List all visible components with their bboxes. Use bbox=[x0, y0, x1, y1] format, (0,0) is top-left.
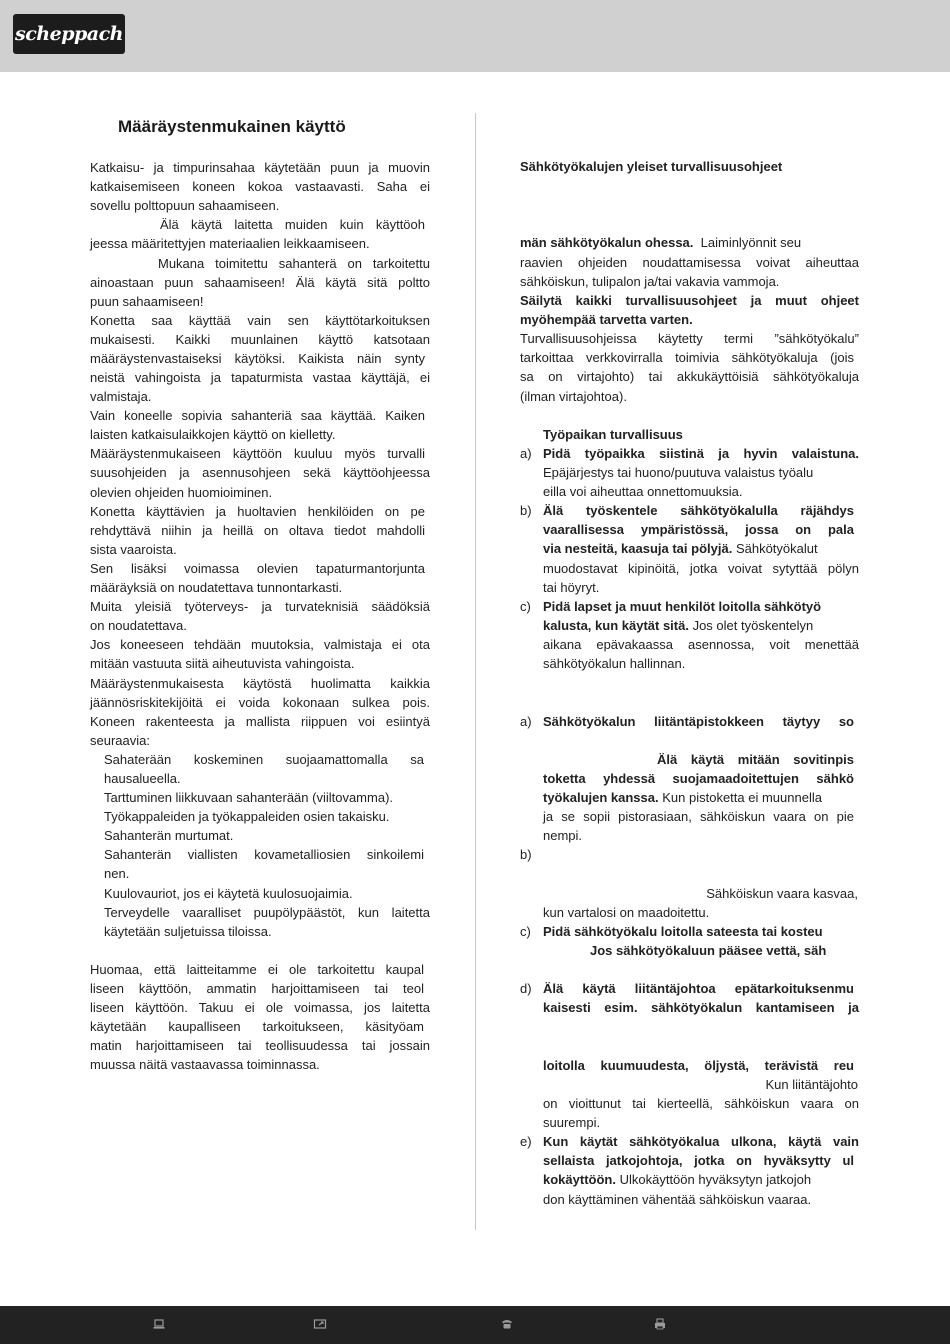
paragraph-line: Sen lisäksi voimassa olevien tapaturmantorjunta bbox=[90, 561, 425, 576]
bold-text: kalusta, kun käytät sitä. bbox=[543, 618, 689, 633]
list-marker: c) bbox=[520, 599, 531, 614]
subsection-title: Työpaikan turvallisuus bbox=[543, 427, 683, 442]
paragraph-line: neistä vahingoista ja tapaturmista vastaa käyttäjä, ei bbox=[90, 370, 430, 385]
paragraph-line: (ilman virtajohtoa). bbox=[520, 389, 627, 404]
paragraph-line: määräystenvastaiseksi käytöksi. Kaikista näin synty bbox=[90, 351, 425, 366]
paragraph-line: määräyksiä on noudatettava tunnontarkasti. bbox=[90, 580, 343, 595]
bullet-line: Sahanterän viallisten kovametalliosien sinkoilemi bbox=[104, 847, 424, 862]
bold-line: loitolla kuumuudesta, öljystä, terävistä reu bbox=[543, 1058, 854, 1073]
note-line: liseen käyttöön. Takuu ei ole voimassa, jos laitetta bbox=[90, 1000, 430, 1015]
paragraph-line: sovellu polttopuun sahaamiseen. bbox=[90, 198, 280, 213]
paragraph-line: Konetta käyttävien ja huoltavien henkilöiden on pe bbox=[90, 504, 425, 519]
paragraph-line bbox=[520, 233, 854, 252]
paragraph-line bbox=[543, 539, 859, 558]
paragraph-line: sa on virtajohto) tai akkukäyttöisiä sähkötyökaluja bbox=[520, 369, 859, 384]
bold-line: Älä työskentele sähkötyökalulla räjähdys bbox=[543, 503, 854, 518]
paragraph-line: sista vaaroista. bbox=[90, 542, 177, 557]
paragraph-line: ainoastaan puun sahaamiseen! Älä käytä sitä poltto bbox=[90, 275, 430, 290]
note-line: matin harjoittamiseen tai teollisuudessa tai jossain bbox=[90, 1038, 430, 1053]
bullet-line: käytetään suljetuissa tiloissa. bbox=[104, 924, 272, 939]
bold-text: via nesteitä, kaasuja tai pölyjä. bbox=[543, 541, 733, 556]
paragraph-line: nempi. bbox=[543, 828, 583, 843]
laptop-icon bbox=[152, 1317, 168, 1333]
paragraph-text: Sähkötyökalut bbox=[735, 541, 818, 556]
column-divider bbox=[475, 113, 476, 1230]
bold-text: kokäyttöön. bbox=[543, 1172, 616, 1187]
list-marker: d) bbox=[520, 981, 532, 996]
bold-line: Pidä työpaikka siistinä ja hyvin valaistuna. bbox=[543, 446, 859, 461]
bold-line: Pidä sähkötyökalu loitolla sateesta tai kosteu bbox=[543, 924, 823, 939]
paragraph-line: don käyttäminen vähentää sähköiskun vaaraa. bbox=[543, 1192, 812, 1207]
bullet-line: hausalueella. bbox=[104, 771, 181, 786]
paragraph-line: mukaisesti. Kaikki muunlainen käyttö katsotaan bbox=[90, 332, 430, 347]
brand-logo: scheppach bbox=[13, 14, 125, 54]
paragraph-line: tarkoittaa verkkovirralla toimivia sähkötyökaluja (jois bbox=[520, 350, 854, 365]
paragraph-line: ja se sopii pistorasiaan, sähköiskun vaara on pie bbox=[543, 809, 854, 824]
paragraph-line: Mukana toimitettu sahanterä on tarkoitettu bbox=[158, 256, 430, 271]
bold-line: toketta yhdessä suojamaadoitettujen sähkö bbox=[543, 771, 854, 786]
paragraph-line: muodostavat kipinöitä, jotka voivat sytyttää pölyn bbox=[543, 561, 859, 576]
bold-line: vaarallisessa ympäristössä, jossa on pala bbox=[543, 522, 854, 537]
bold-line: myöhempää tarvetta varten. bbox=[520, 312, 693, 327]
note-line: Huomaa, että laitteitamme ei ole tarkoitettu kaupal bbox=[90, 962, 424, 977]
paragraph-line: on vioittunut tai kierteellä, sähköiskun vaara on bbox=[543, 1096, 859, 1111]
paragraph-line: Sähköiskun vaara kasvaa, bbox=[706, 886, 858, 901]
paragraph-line: Konetta saa käyttää vain sen käyttötarkoituksen bbox=[90, 313, 430, 328]
email-icon bbox=[313, 1317, 329, 1333]
paragraph-line: Muita yleisiä työterveys- ja turvateknisiä säädöksiä bbox=[90, 599, 430, 614]
bullet-line: Tarttuminen liikkuvaan sahanterään (viiltovamma). bbox=[104, 790, 394, 805]
paragraph-line: tai höyryt. bbox=[543, 580, 600, 595]
paragraph-line: Määräystenmukaisesta käytöstä huolimatta kaikkia bbox=[90, 676, 430, 691]
paragraph-line: suusohjeiden ja asennusohjeen sekä käyttöohjeessa bbox=[90, 465, 430, 480]
paragraph-line bbox=[543, 616, 813, 635]
paragraph-line bbox=[543, 788, 822, 807]
paragraph-text: Kun pistoketta ei muunnella bbox=[662, 790, 822, 805]
note-line: liseen käyttöön, ammatin harjoittamiseen tai teol bbox=[90, 981, 424, 996]
paragraph-line: eilla voi aiheuttaa onnettomuuksia. bbox=[543, 484, 743, 499]
paragraph-line: seuraavia: bbox=[90, 733, 150, 748]
bold-line: Kun käytät sähkötyökalua ulkona, käytä vain bbox=[543, 1134, 859, 1149]
bold-line: sellaista jatkojohtoja, jotka on hyväksytty ul bbox=[543, 1153, 854, 1168]
paragraph-line bbox=[543, 1170, 854, 1189]
list-marker: c) bbox=[520, 924, 531, 939]
paragraph-line: Vain koneelle sopivia sahanteriä saa käyttää. Kaiken bbox=[90, 408, 425, 423]
paragraph-line: jäännösriskitekijöitä ei voida kokonaan sulkea pois. bbox=[90, 695, 430, 710]
paragraph-line: Koneen rakenteesta ja mallista riippuen voi esiintyä bbox=[90, 714, 430, 729]
bold-text: män sähkötyökalun ohessa. bbox=[520, 235, 694, 250]
paragraph-line: valmistaja. bbox=[90, 389, 152, 404]
fax-icon bbox=[653, 1317, 669, 1333]
paragraph-line: on noudatettava. bbox=[90, 618, 187, 633]
paragraph-line: laisten katkaisulaikkojen käyttö on kielletty. bbox=[90, 427, 336, 442]
paragraph-line: jeessa määritettyjen materiaalien leikkaamiseen. bbox=[90, 236, 370, 251]
bullet-line: Sahanterän murtumat. bbox=[104, 828, 234, 843]
bold-line: Älä käytä mitään sovitinpis bbox=[657, 752, 854, 767]
paragraph-text: Laiminlyönnit seu bbox=[700, 235, 802, 250]
list-marker: a) bbox=[520, 446, 532, 461]
page-header bbox=[0, 0, 950, 72]
list-marker: b) bbox=[520, 503, 532, 518]
paragraph-line: puun sahaamiseen! bbox=[90, 294, 204, 309]
section-heading: Sähkötyökalujen yleiset turvallisuusohjeet bbox=[520, 159, 783, 174]
paragraph-line: rehdyttävä niihin ja heillä on oltava tiedot mahdolli bbox=[90, 523, 425, 538]
paragraph-line: Katkaisu- ja timpurinsahaa käytetään puun ja muovin bbox=[90, 160, 430, 175]
paragraph-line: sähköiskun, tulipalon ja/tai vakavia vammoja. bbox=[520, 274, 780, 289]
paragraph-line: mitään vastuuta siitä aiheutuvista vahingoista. bbox=[90, 656, 355, 671]
bold-line: Jos sähkötyökaluun pääsee vettä, säh bbox=[590, 943, 827, 958]
phone-icon bbox=[500, 1317, 516, 1333]
paragraph-line: Määräystenmukaiseen käyttöön kuuluu myös turvalli bbox=[90, 446, 425, 461]
bold-line: Sähkötyökalun liitäntäpistokkeen täytyy so bbox=[543, 714, 854, 729]
bold-line: kaisesti esim. sähkötyökalun kantamiseen ja bbox=[543, 1000, 859, 1015]
paragraph-line: sähkötyökalun hallinnan. bbox=[543, 656, 686, 671]
bullet-line: Kuulovauriot, jos ei käytetä kuulosuojaimia. bbox=[104, 886, 353, 901]
note-line: muussa näitä vastaavassa toiminnassa. bbox=[90, 1057, 320, 1072]
paragraph-line: katkaisemiseen koneen kokoa vastaavasti. Saha ei bbox=[90, 179, 430, 194]
bullet-line: Sahaterään koskeminen suojaamattomalla sa bbox=[104, 752, 424, 767]
paragraph-line: Turvallisuusohjeissa käytetty termi ”sähkötyökalu” bbox=[520, 331, 859, 346]
bullet-line: nen. bbox=[104, 866, 130, 881]
list-marker: b) bbox=[520, 847, 532, 862]
paragraph-line: suurempi. bbox=[543, 1115, 601, 1130]
bold-line: Älä käytä liitäntäjohtoa epätarkoituksenmu bbox=[543, 981, 854, 996]
bullet-line: Työkappaleiden ja työkappaleiden osien takaisku. bbox=[104, 809, 390, 824]
paragraph-line: Kun liitäntäjohto bbox=[765, 1077, 858, 1092]
paragraph-text: Ulkokäyttöön hyväksytyn jatkojoh bbox=[619, 1172, 812, 1187]
section-title: Määräystenmukainen käyttö bbox=[118, 117, 346, 136]
paragraph-text: Jos olet työskentelyn bbox=[692, 618, 814, 633]
paragraph-line: Epäjärjestys tai huono/puutuva valaistus työalu bbox=[543, 465, 814, 480]
bullet-line: Terveydelle vaaralliset puupölypäästöt, kun laitetta bbox=[104, 905, 430, 920]
note-line: käytetään kaupalliseen tarkoitukseen, käsityöam bbox=[90, 1019, 424, 1034]
bold-line: Pidä lapset ja muut henkilöt loitolla sähkötyö bbox=[543, 599, 822, 614]
paragraph-line: kun vartalosi on maadoitettu. bbox=[543, 905, 710, 920]
paragraph-line: raavien ohjeiden noudattamisessa voivat aiheuttaa bbox=[520, 255, 859, 270]
paragraph-line: Jos koneeseen tehdään muutoksia, valmistaja ei ota bbox=[90, 637, 430, 652]
paragraph-line: aikana epävakaassa asennossa, voit menettää bbox=[543, 637, 859, 652]
list-marker: e) bbox=[520, 1134, 532, 1149]
paragraph-line: Älä käytä laitetta muiden kuin käyttöoh bbox=[160, 217, 425, 232]
bold-text: työkalujen kanssa. bbox=[543, 790, 659, 805]
paragraph-line: olevien ohjeiden huomioiminen. bbox=[90, 485, 273, 500]
page-footer bbox=[0, 1306, 950, 1344]
bold-line: Säilytä kaikki turvallisuusohjeet ja muut ohjeet bbox=[520, 293, 859, 308]
list-marker: a) bbox=[520, 714, 532, 729]
